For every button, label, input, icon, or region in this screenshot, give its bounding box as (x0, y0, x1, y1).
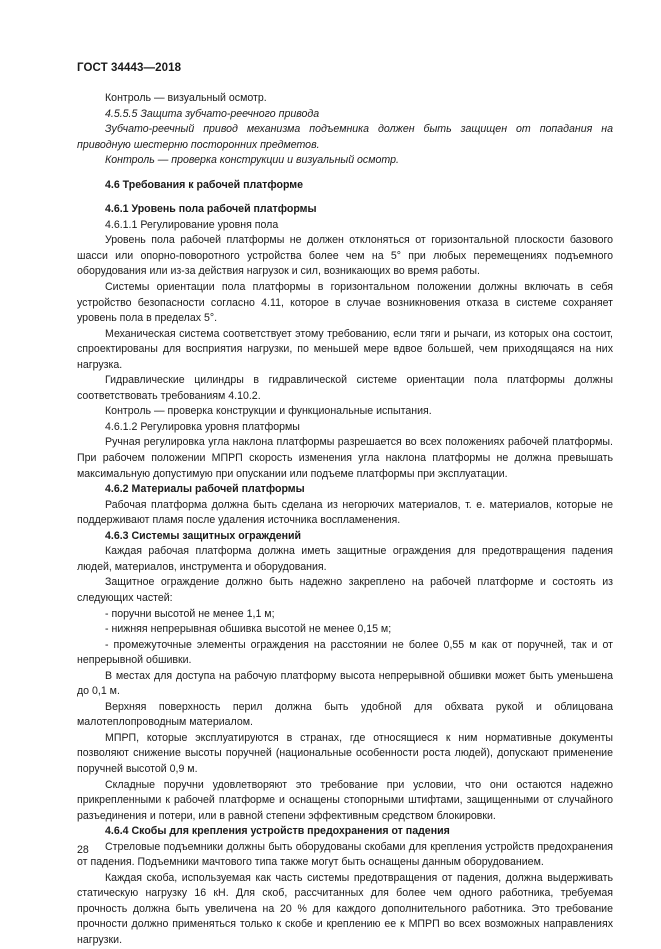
paragraph: Зубчато-реечный привод механизма подъемника должен быть защищен от попадания на приводную шестерню посторонних предметов. (77, 123, 613, 151)
list-item: - промежуточные элементы ограждения на расстоянии не более 0,55 м как от поручней, так и от непрерывной обшивки. (77, 638, 613, 667)
subsection-heading: 4.6.2 Материалы рабочей платформы (105, 483, 305, 496)
paragraph: Защитное ограждение должно быть надежно закреплено на рабочей платформе и состоять из следующих частей: (77, 576, 613, 604)
paragraph: МПРП, которые эксплуатируются в странах, где относящиеся к ним нормативные документы позволяют снижение высоты поручней (национальные особенности роста людей), допускают применение поручней высотой 0,9 м. (77, 731, 613, 775)
subsection-heading: 4.6.3 Системы защитных ограждений (105, 529, 302, 542)
subsection-heading: 4.6.4 Скобы для крепления устройств предохранения от падения (105, 825, 450, 838)
paragraph: Каждая скоба, используемая как часть системы предотвращения от падения, должна выдерживать статическую нагрузку 16 кН. Для скоб, рассчитанных для более чем одного работника, требуемая прочность должна быть увеличена на 20 % для каждого дополнительного работника. Это требование прочности должно применяться только к скобе и креплению ее к МПРП во всех возможных направлениях нагрузки. (77, 871, 613, 946)
paragraph: Верхняя поверхность перил должна быть удобной для обхвата рукой и облицована малотеплопроводным материалом. (77, 700, 613, 729)
paragraph: Системы ориентации пола платформы в горизонтальном положении должны включать в себя устройство безопасности согласно 4.11, которое в случае возникновения отказа в системе сохраняет уровень пола в пределах 5°. (77, 281, 613, 325)
paragraph: Уровень пола рабочей платформы не должен отклоняться от горизонтальной плоскости базового шасси или опорно-поворотного устройства более чем на 5° при любых перемещениях подъемного оборудования или из-за действия нагрузок и сил, возникающих во время работы. (77, 234, 613, 278)
document-body (77, 91, 613, 949)
paragraph: Контроль — визуальный осмотр. (105, 92, 267, 104)
document-header: ГОСТ 34443—2018 (77, 62, 182, 74)
section-heading: 4.6 Требования к рабочей платформе (105, 178, 304, 191)
paragraph: В местах для доступа на рабочую платформу высота непрерывной обшивки может быть уменьшена до 0,1 м. (77, 669, 613, 698)
paragraph: Складные поручни удовлетворяют это требование при условии, что они остаются надежно прикрепленными к рабочей платформе и оснащены стопорными штифтами, защищенными от случайного разъединения и потери, или в равной степени эффективным средством блокировки. (77, 778, 613, 822)
list-item: - поручни высотой не менее 1,1 м; (105, 607, 275, 620)
clause-heading: 4.6.1.2 Регулировка уровня платформы (105, 420, 300, 433)
paragraph: Контроль — проверка конструкции и функциональные испытания. (105, 405, 432, 418)
clause-heading: 4.5.5.5 Защита зубчато-реечного привода (105, 107, 320, 120)
paragraph: Контроль — проверка конструкции и визуальный осмотр. (105, 154, 399, 167)
paragraph: Механическая система соответствует этому требованию, если тяги и рычаги, из которых она состоит, спроектированы для восприятия нагрузки, по меньшей мере вдвое большей, чем приходящаяся на них нагрузка. (77, 327, 613, 371)
list-item: - нижняя непрерывная обшивка высотой не менее 0,15 м; (105, 623, 392, 636)
subsection-heading: 4.6.1 Уровень пола рабочей платформы (105, 203, 317, 216)
paragraph: Стреловые подъемники должны быть оборудованы скобами для крепления устройств предохранения от падения. Подъемники мачтового типа также могут быть оснащены данным оборудованием. (77, 840, 613, 869)
paragraph: Гидравлические цилиндры в гидравлической системе ориентации пола платформы должны соответствовать требованиям 4.10.2. (77, 374, 613, 402)
page-number: 28 (77, 844, 89, 856)
paragraph: Каждая рабочая платформа должна иметь защитные ограждения для предотвращения падения людей, материалов, инструмента и оборудования. (77, 545, 613, 573)
clause-heading: 4.6.1.1 Регулирование уровня пола (105, 218, 279, 231)
paragraph: Ручная регулировка угла наклона платформы разрешается во всех положениях рабочей платформы. При рабочем положении МПРП скорость изменения угла наклона платформы не должна превышать максимальную допустимую при опускании или подъеме платформы при эксплуатации. (77, 436, 613, 480)
paragraph: Рабочая платформа должна быть сделана из негорючих материалов, т. е. материалов, которые не поддерживают пламя после удаления источника воспламенения. (77, 498, 613, 527)
